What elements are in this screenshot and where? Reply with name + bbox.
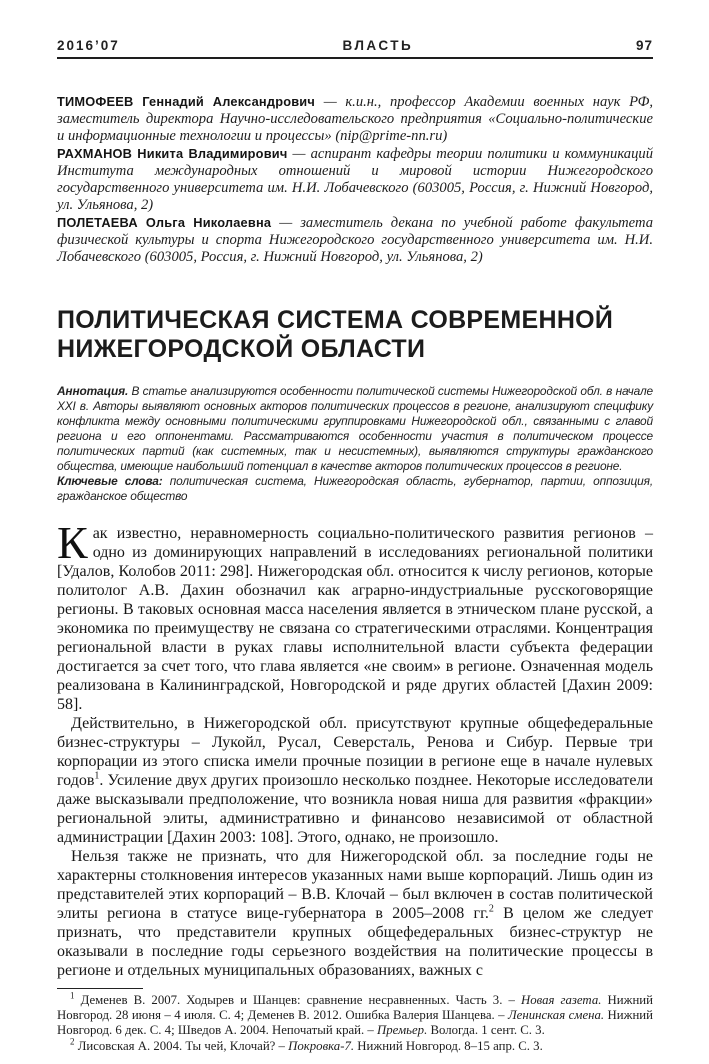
article-title — [57, 306, 653, 364]
journal-issue: 2016’07 — [57, 38, 120, 53]
abstract-label: Аннотация. — [57, 384, 129, 398]
paragraph-text: ак известно, неравномерность социально-политического развития регионов – одно из доминирующих направлений в исследованиях региональной политики [Удалов, Колобов 2011: 298]. Нижегородская обл. относится к числу регионов, которые политолог А.В. Дахин обозначил как аграрно-индустриальные русскоговорящие регионы. В таковых основная масса населения является в этническом плане русской, а экономика по преимуществу не связана со стратегическими отраслями. Концентрация региональной власти в руках главы исполнительной власти субъекта федерации достигается за счет того, что глава является «не своим» в регионе. Означенная модель реализована в Калининградской, Новгородской и ряде других областей [Дахин 2009: 58]. — [57, 525, 653, 713]
abstract-block — [57, 384, 653, 504]
footnote-text: Лисовская А. 2004. Ты чей, Клочай? – — [77, 1038, 289, 1053]
authors-block — [57, 93, 653, 266]
paragraph-text: Нельзя также не признать, что для Нижегородской обл. за последние годы не характерны столкновения интересов указанных нами выше корпораций. Лишь один из представителей этих корпораций – В.В. Клочай – был включен в состав политической элиты региона в статусе вице-губернатора в 2005–2008 гг. — [57, 848, 653, 922]
footnote-number: 2 — [70, 1036, 75, 1047]
running-head — [57, 38, 653, 59]
keywords-text: политическая система, Нижегородская область, губернатор, партии, оппозиция, гражданское общество — [57, 474, 653, 503]
footnotes-block — [57, 990, 653, 1054]
paragraph-text: . Усиление двух других произошло несколько позднее. Некоторые исследователи даже высказывали предположение, что возникла новая ниша для развития «фракции» региональной элиты, административно и финансово независимой от областной администрации [Дахин 2003: 108]. Этого, однако, не произошло. — [57, 772, 653, 846]
author-name: РАХМАНОВ Никита Владимирович — [57, 146, 288, 161]
footnote-number: 1 — [70, 990, 75, 1001]
paragraph-text: В целом же следует признать, что представители крупных общефедеральных бизнес-структур не оказывали в последние годы серьезного воздействия на политические процессы в регионе и отдельных муниципальных образованиях, важных с — [57, 905, 653, 979]
abstract-paragraph — [57, 384, 653, 474]
author-name: ТИМОФЕЕВ Геннадий Александрович — [57, 94, 315, 109]
author-affiliation: — заместитель декана по учебной работе факультета физической культуры и спорта Нижегородского государственного университета им. Н.И. Лобачевского (603005, Россия, г. Нижний Новгород, ул. Ульянова, 2) — [57, 215, 653, 265]
body-paragraph — [57, 714, 653, 847]
author-entry — [57, 214, 653, 266]
article-body — [57, 517, 653, 980]
footnote — [57, 990, 653, 1039]
footnote-source: Покровка-7. — [288, 1038, 355, 1053]
footnote-text: Вологда. 1 сент. С. 3. — [427, 1023, 545, 1038]
footnote-divider — [57, 988, 143, 989]
footnote-ref-2: 2 — [488, 903, 494, 915]
footnote-text: Нижний Новгород. 8–15 апр. С. 3. — [354, 1038, 543, 1053]
author-affiliation: — аспирант кафедры теории политики и коммуникаций Института международных отношений и мировой истории Нижегородского государственного университета им. Н.И. Лобачевского (603005, Россия, г. Нижний Новгород, ул. Ульянова, 2) — [57, 146, 653, 213]
footnote-source: Ленинская смена. — [508, 1008, 605, 1023]
author-entry — [57, 93, 653, 145]
author-affiliation: — к.и.н., профессор Академии военных наук РФ, заместитель директора Научно-исследовательского предприятия «Социально-политические и информационные технологии и процессы» (nip@prime-nn.ru) — [57, 94, 653, 144]
keywords-label: Ключевые слова: — [57, 474, 163, 488]
drop-cap: К — [57, 517, 88, 568]
journal-title: ВЛАСТЬ — [342, 38, 414, 53]
footnote-ref-1: 1 — [94, 770, 100, 782]
article-title-line2: НИЖЕГОРОДСКОЙ ОБЛАСТИ — [57, 335, 426, 363]
footnote-text: Нижний Новгород. 6 дек. С. 4; Шведов А. 2004. Непочатый край. – — [57, 1008, 653, 1038]
abstract-text: В статье анализируются особенности политической системы Нижегородской обл. в начале XXI в. Авторы выявляют основных акторов политических процессов в регионе, анализируют специфику конфликта между основными политическими группировками Нижегородской обл., связанными с главой региона и его оппонентами. Рассматриваются особенности участия в политическом процессе политических партий (как системных, так и несистемных), выявляются структуры гражданского общества, имеющие наибольший потенциал в качестве акторов политических процессов в регионе. — [57, 384, 653, 473]
body-paragraph — [57, 517, 653, 714]
article-title-line1: ПОЛИТИЧЕСКАЯ СИСТЕМА СОВРЕМЕННОЙ — [57, 306, 614, 334]
footnote — [57, 1036, 653, 1054]
footnote-source: Премьер. — [377, 1023, 428, 1038]
footnote-source: Новая газета. — [520, 993, 602, 1007]
keywords-paragraph — [57, 474, 653, 504]
footnote-text: Деменев В. 2007. Ходырев и Шанцев: сравнение несравненных. Часть 3. – — [80, 993, 521, 1007]
author-name: ПОЛЕТАЕВА Ольга Николаевна — [57, 215, 272, 230]
page-number: 97 — [635, 38, 653, 53]
footnote-text: Нижний Новгород. 28 июня – 4 июля. С. 4; Деменев В. 2012. Ошибка Валерия Шанцева. – — [57, 993, 653, 1023]
body-paragraph — [57, 847, 653, 980]
paragraph-text: Действительно, в Нижегородской обл. присутствуют крупные общефедеральные бизнес-структуры – Лукойл, Русал, Северсталь, Ренова и Сибур. Первые три корпорации из этого списка имели прочные позиции в регионе еще в начале нулевых годов — [57, 715, 653, 789]
author-entry — [57, 145, 653, 214]
